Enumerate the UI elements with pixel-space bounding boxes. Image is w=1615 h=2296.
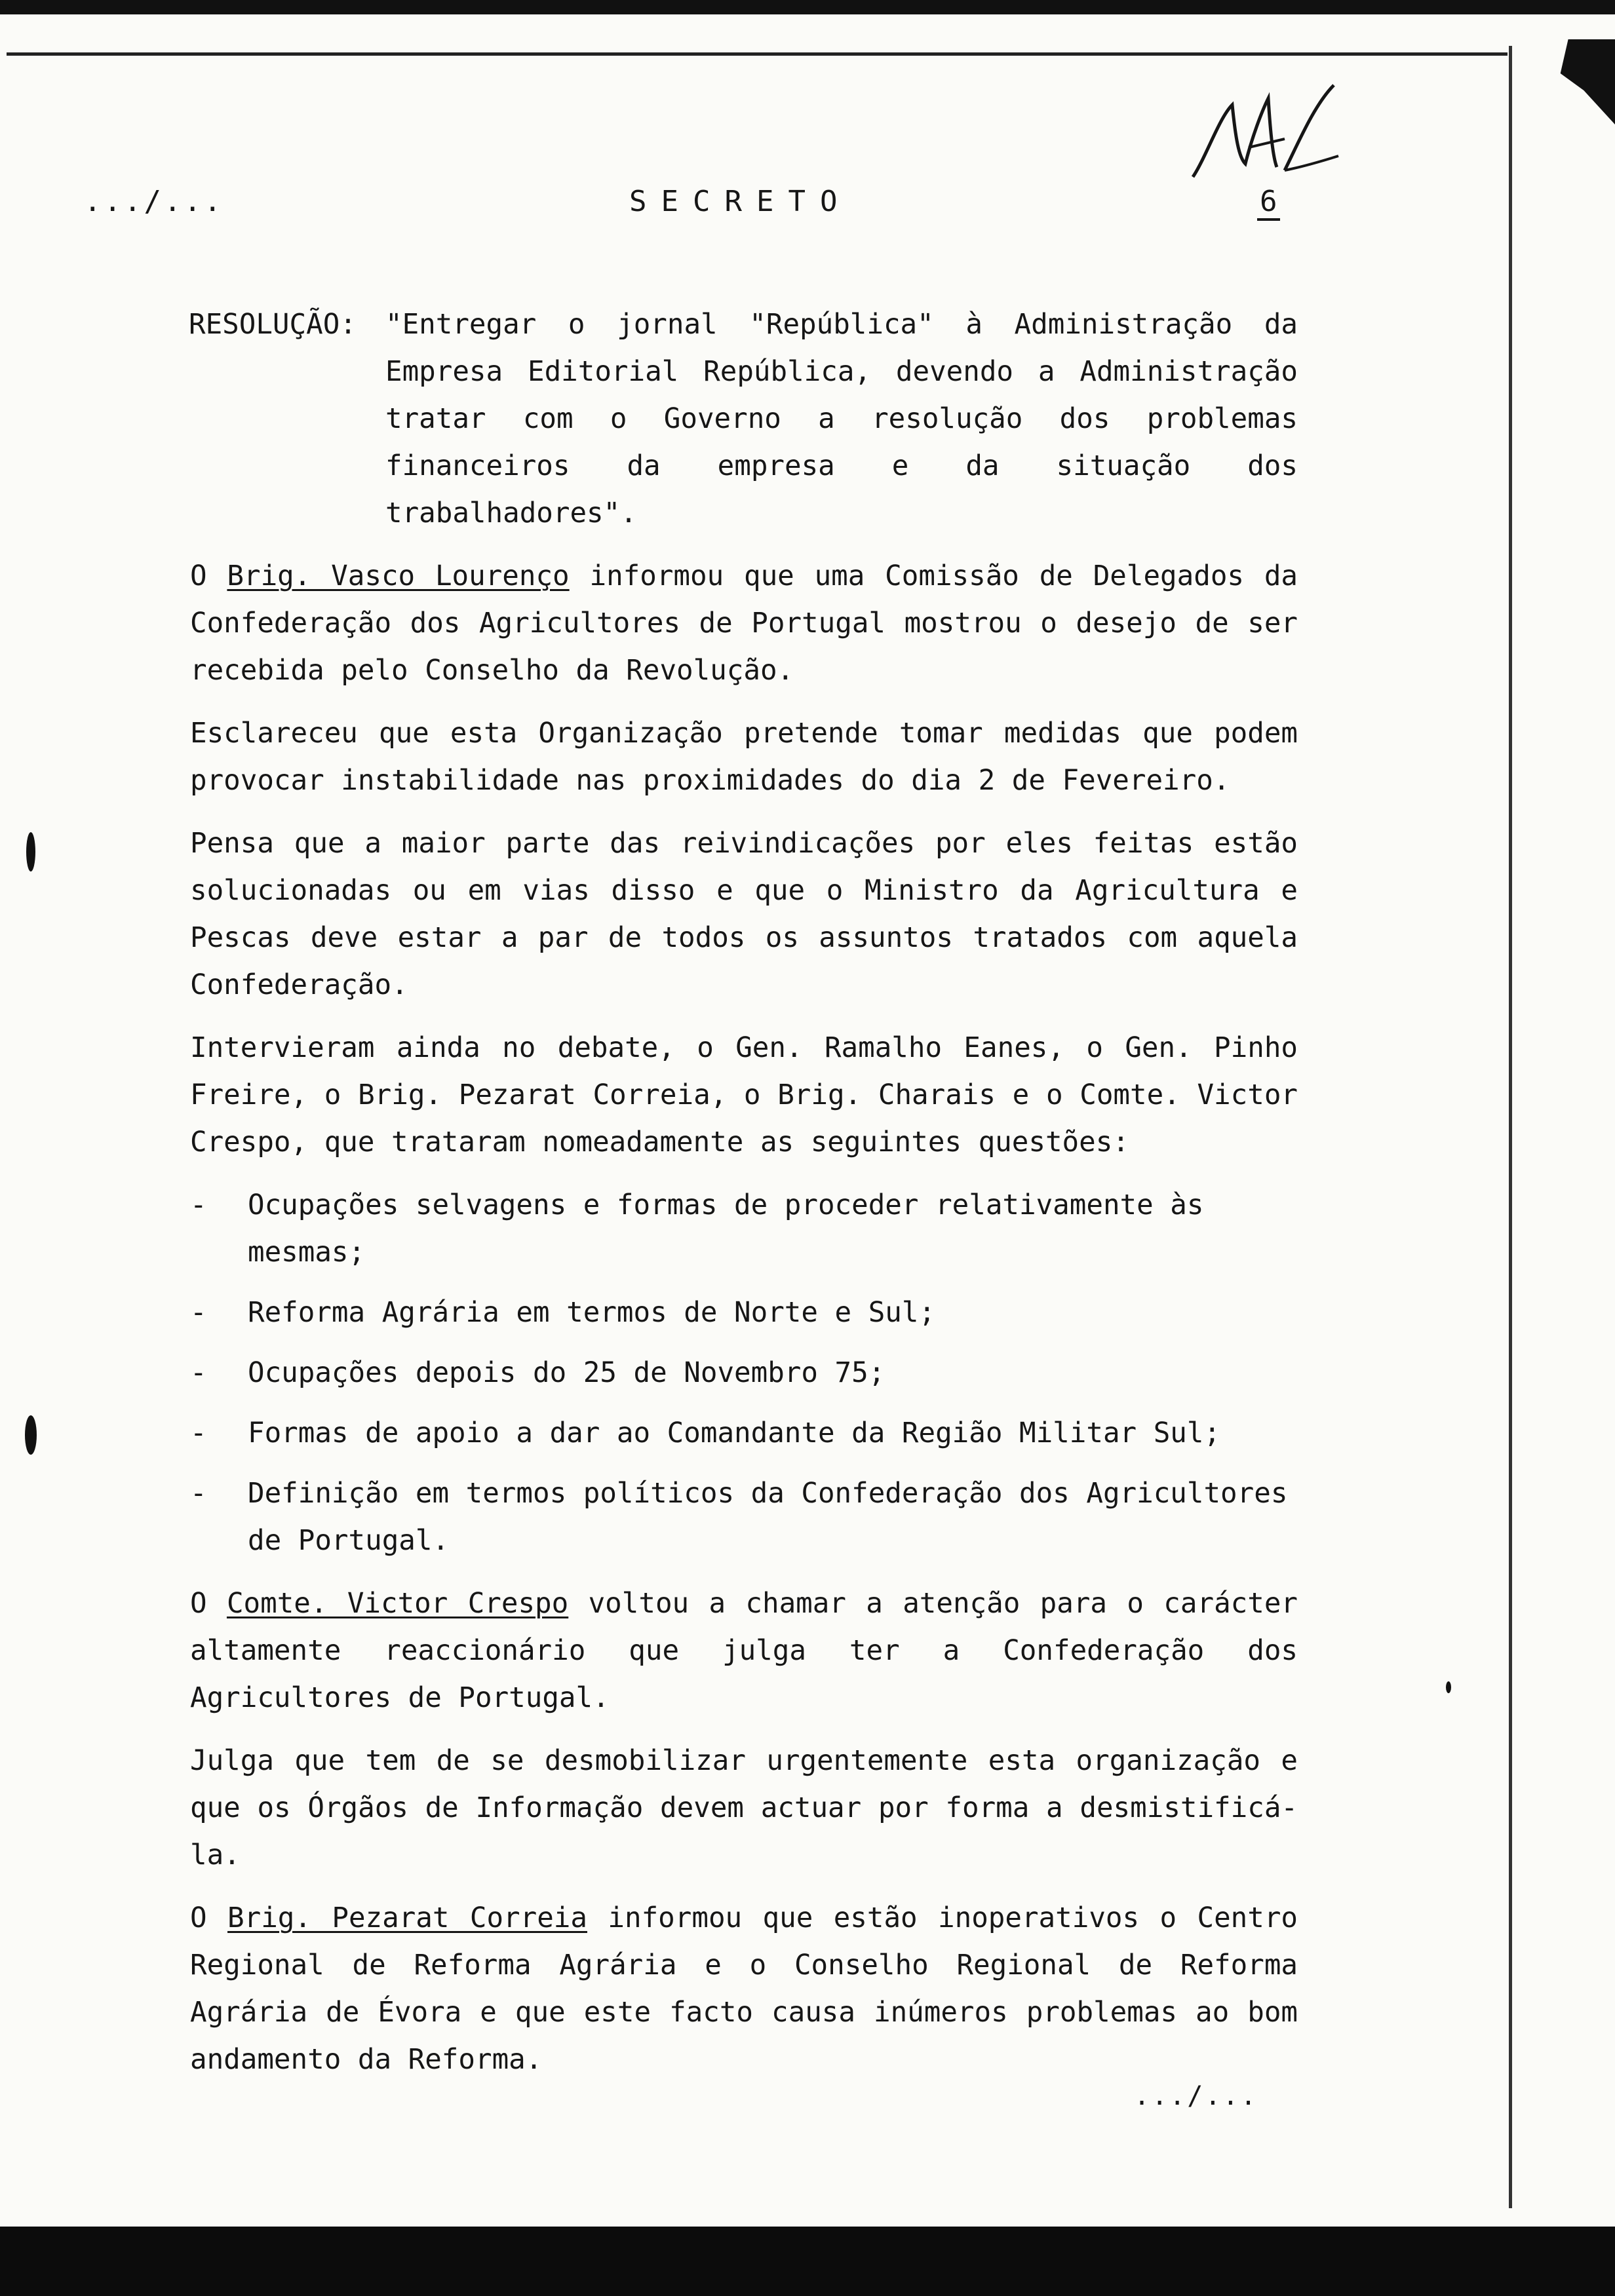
punch-hole-mark [25, 1415, 37, 1455]
list-bullet: - [190, 1357, 207, 1389]
list-item [190, 1470, 1298, 1565]
list-item-text: Formas de apoio a dar ao Comandante da Região Militar Sul; [248, 1417, 1221, 1449]
page-number: 6 [1257, 185, 1280, 221]
document-body [190, 301, 1298, 2099]
speaker-name: Brig. Pezarat Correia [227, 1902, 587, 1934]
speaker-name: Brig. Vasco Lourenço [227, 560, 570, 592]
scan-rule-top [7, 52, 1508, 56]
resolution-label: RESOLUÇÃO: [189, 309, 357, 341]
paragraph: Pensa que a maior parte das reivindicações por eles feitas estão solucionadas ou em vias disso e que o Ministro da Agricultura e Pescas deve estar a par de todos os assuntos tratados com aquela Confederação. [190, 828, 1298, 1001]
paragraph-victor-crespo [190, 1580, 1298, 1722]
paragraph-pezarat-correia [190, 1895, 1298, 2084]
paragraph-lead: O [190, 1902, 207, 1934]
punch-hole-mark [26, 832, 35, 871]
list-item [190, 1290, 1298, 1337]
paragraph-lead: O [190, 560, 207, 592]
continuation-marker-bottom: .../... [1134, 2081, 1258, 2111]
paragraph-lead: O [190, 1588, 207, 1620]
paragraph-text: voltou a chamar a atenção para o carácter altamente reaccionário que julga ter a Confederação dos Agricultores de Portugal. [190, 1588, 1298, 1714]
scan-edge-right [1509, 46, 1512, 2208]
list-bullet: - [190, 1417, 207, 1449]
paragraph-text: informou que estão inoperativos o Centro Regional de Reforma Agrária e o Conselho Regional de Reforma Agrária de Évora e que este facto causa inúmeros problemas ao bom andamento da Reforma. [190, 1902, 1298, 2076]
list-item [190, 1350, 1298, 1397]
paragraph-vasco-lourenco [190, 553, 1298, 695]
paragraph: Esclareceu que esta Organização pretende tomar medidas que podem provocar instabilidade nas proximidades do dia 2 de Fevereiro. [190, 718, 1298, 797]
punch-hole-mark [1446, 1681, 1451, 1693]
classification-title: SECRETO [629, 185, 852, 218]
resolution-text: "Entregar o jornal "República" à Administração da Empresa Editorial República, devendo a Administração tratar com o Governo a resolução dos problemas financeiros da empresa e da situação dos trabalhadores". [385, 309, 1298, 529]
handwritten-initials [1186, 79, 1344, 193]
questions-list [190, 1182, 1298, 1565]
paragraph: Intervieram ainda no debate, o Gen. Ramalho Eanes, o Gen. Pinho Freire, o Brig. Pezarat Correia, o Brig. Charais e o Comte. Victor Crespo, que trataram nomeadamente as seguintes questões: [190, 1032, 1298, 1158]
speaker-name: Comte. Victor Crespo [226, 1588, 569, 1620]
paragraph: Julga que tem de se desmobilizar urgentemente esta organização e que os Órgãos de Informação devem actuar por forma a desmistificá-la. [190, 1745, 1298, 1871]
list-item [190, 1410, 1298, 1457]
list-bullet: - [190, 1478, 207, 1510]
list-bullet: - [190, 1189, 207, 1221]
scan-edge-top [0, 0, 1615, 14]
continuation-marker-top: .../... [84, 185, 224, 218]
list-item [190, 1182, 1298, 1276]
list-item-text: Ocupações depois do 25 de Novembro 75; [248, 1357, 885, 1389]
list-item-text: Ocupações selvagens e formas de proceder relativamente às mesmas; [248, 1189, 1204, 1269]
list-item-text: Definição em termos políticos da Confederação dos Agricultores de Portugal. [248, 1478, 1288, 1557]
paragraph-text: informou que uma Comissão de Delegados da Confederação dos Agricultores de Portugal mostrou o desejo de ser recebida pelo Conselho da Revolução. [190, 560, 1298, 687]
list-bullet: - [190, 1297, 207, 1329]
scan-edge-bottom [0, 2227, 1615, 2296]
scan-corner-mark [1537, 39, 1615, 124]
list-item-text: Reforma Agrária em termos de Norte e Sul; [248, 1297, 936, 1329]
resolution-block [189, 301, 1298, 537]
